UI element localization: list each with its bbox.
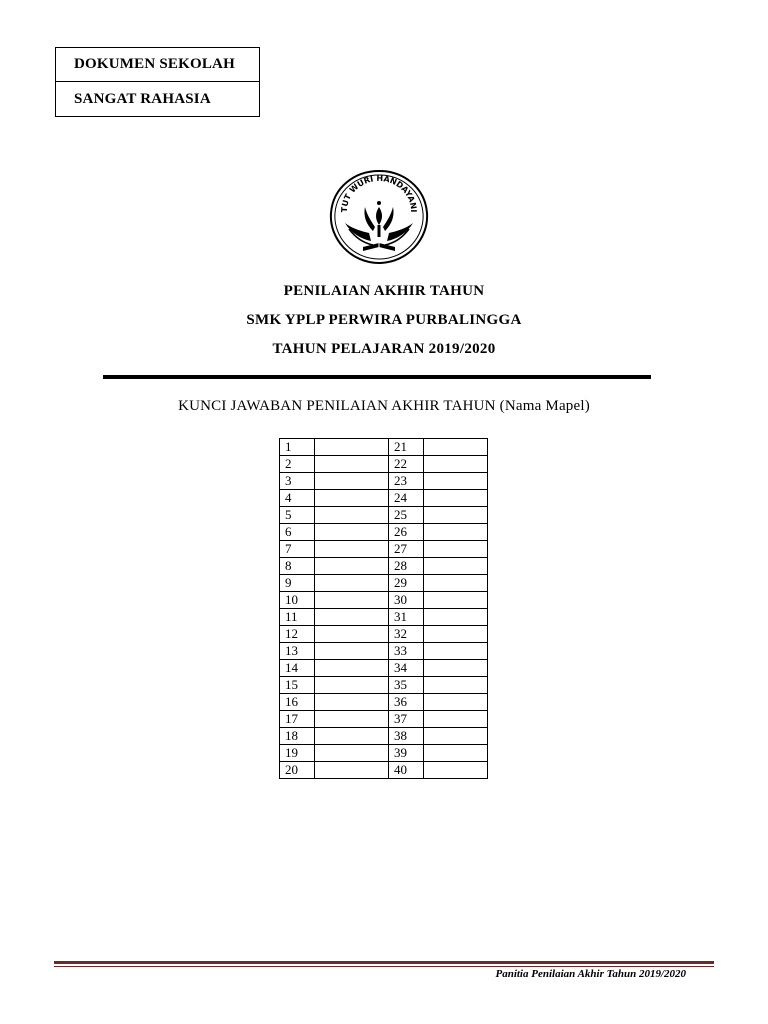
answer-cell xyxy=(424,439,488,456)
answer-cell xyxy=(315,592,389,609)
answer-cell xyxy=(315,558,389,575)
question-number: 36 xyxy=(389,694,424,711)
table-row xyxy=(280,626,488,643)
school-name: SMK YPLP PERWIRA PURBALINGGA xyxy=(246,312,522,328)
question-number: 15 xyxy=(280,677,315,694)
answer-cell xyxy=(424,660,488,677)
question-number: 33 xyxy=(389,643,424,660)
table-row xyxy=(280,490,488,507)
answer-cell xyxy=(315,728,389,745)
table-row xyxy=(280,456,488,473)
question-number: 10 xyxy=(280,592,315,609)
answer-cell xyxy=(424,541,488,558)
footer-divider-thin xyxy=(54,966,714,967)
svg-text:TUT WURI HANDAYANI: TUT WURI HANDAYANI xyxy=(339,173,419,213)
answer-cell xyxy=(424,745,488,762)
question-number: 12 xyxy=(280,626,315,643)
answer-cell xyxy=(424,626,488,643)
answer-cell xyxy=(315,626,389,643)
question-number: 29 xyxy=(389,575,424,592)
table-row xyxy=(280,592,488,609)
question-number: 11 xyxy=(280,609,315,626)
question-number: 31 xyxy=(389,609,424,626)
exam-title: PENILAIAN AKHIR TAHUN xyxy=(283,283,485,299)
classification-label-school-document: DOKUMEN SEKOLAH xyxy=(56,48,259,82)
answer-cell xyxy=(315,456,389,473)
answer-cell xyxy=(424,643,488,660)
answer-cell xyxy=(424,728,488,745)
answer-cell xyxy=(315,762,389,779)
question-number: 2 xyxy=(280,456,315,473)
answer-cell xyxy=(315,473,389,490)
question-number: 1 xyxy=(280,439,315,456)
answer-cell xyxy=(315,541,389,558)
answer-key-table xyxy=(279,438,488,779)
answer-cell xyxy=(424,575,488,592)
table-row xyxy=(280,745,488,762)
table-row xyxy=(280,660,488,677)
question-number: 28 xyxy=(389,558,424,575)
answer-cell xyxy=(424,456,488,473)
answer-cell xyxy=(424,524,488,541)
table-row xyxy=(280,439,488,456)
table-row xyxy=(280,711,488,728)
question-number: 18 xyxy=(280,728,315,745)
answer-cell xyxy=(315,490,389,507)
question-number: 26 xyxy=(389,524,424,541)
answer-cell xyxy=(424,762,488,779)
table-row xyxy=(280,575,488,592)
question-number: 40 xyxy=(389,762,424,779)
table-row xyxy=(280,558,488,575)
question-number: 23 xyxy=(389,473,424,490)
answer-cell xyxy=(424,473,488,490)
question-number: 7 xyxy=(280,541,315,558)
answer-cell xyxy=(315,575,389,592)
question-number: 8 xyxy=(280,558,315,575)
question-number: 17 xyxy=(280,711,315,728)
table-row xyxy=(280,694,488,711)
answer-cell xyxy=(424,558,488,575)
classification-label-top-secret: SANGAT RAHASIA xyxy=(74,90,211,107)
answer-cell xyxy=(315,694,389,711)
answer-cell xyxy=(315,439,389,456)
footer-committee-text: Panitia Penilaian Akhir Tahun 2019/2020 xyxy=(495,968,686,980)
answer-cell xyxy=(424,677,488,694)
classification-box xyxy=(55,47,260,117)
answer-cell xyxy=(315,507,389,524)
question-number: 13 xyxy=(280,643,315,660)
question-number: 21 xyxy=(389,439,424,456)
answer-cell xyxy=(315,745,389,762)
table-row xyxy=(280,473,488,490)
academic-year: TAHUN PELAJARAN 2019/2020 xyxy=(272,341,496,357)
table-row xyxy=(280,762,488,779)
answer-cell xyxy=(424,507,488,524)
table-row xyxy=(280,728,488,745)
question-number: 27 xyxy=(389,541,424,558)
answer-cell xyxy=(424,592,488,609)
question-number: 3 xyxy=(280,473,315,490)
answer-key-title: KUNCI JAWABAN PENILAIAN AKHIR TAHUN (Nama Mapel) xyxy=(178,398,590,414)
answer-cell xyxy=(315,711,389,728)
question-number: 25 xyxy=(389,507,424,524)
footer-divider xyxy=(54,961,714,964)
table-row xyxy=(280,609,488,626)
question-number: 16 xyxy=(280,694,315,711)
tut-wuri-handayani-emblem-icon xyxy=(325,167,433,267)
answer-cell xyxy=(424,490,488,507)
question-number: 20 xyxy=(280,762,315,779)
answer-cell xyxy=(315,677,389,694)
question-number: 35 xyxy=(389,677,424,694)
question-number: 37 xyxy=(389,711,424,728)
table-row xyxy=(280,643,488,660)
question-number: 22 xyxy=(389,456,424,473)
answer-cell xyxy=(315,609,389,626)
table-row xyxy=(280,541,488,558)
table-row xyxy=(280,507,488,524)
answer-cell xyxy=(424,609,488,626)
answer-cell xyxy=(315,660,389,677)
answer-cell xyxy=(424,711,488,728)
question-number: 24 xyxy=(389,490,424,507)
question-number: 6 xyxy=(280,524,315,541)
question-number: 39 xyxy=(389,745,424,762)
question-number: 19 xyxy=(280,745,315,762)
question-number: 34 xyxy=(389,660,424,677)
question-number: 9 xyxy=(280,575,315,592)
question-number: 32 xyxy=(389,626,424,643)
question-number: 14 xyxy=(280,660,315,677)
table-row xyxy=(280,524,488,541)
table-row xyxy=(280,677,488,694)
question-number: 30 xyxy=(389,592,424,609)
question-number: 38 xyxy=(389,728,424,745)
question-number: 4 xyxy=(280,490,315,507)
answer-cell xyxy=(424,694,488,711)
answer-cell xyxy=(315,643,389,660)
question-number: 5 xyxy=(280,507,315,524)
answer-cell xyxy=(315,524,389,541)
header-divider xyxy=(103,375,651,379)
